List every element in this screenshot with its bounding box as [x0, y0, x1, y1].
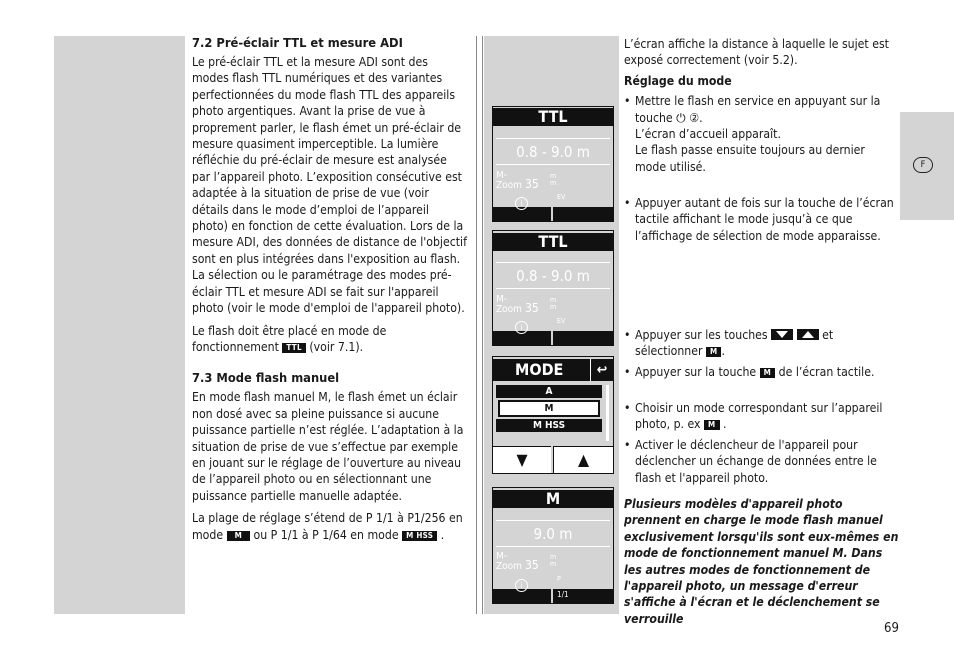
zoom-unit: mm	[550, 172, 557, 187]
zoom-prefix: M-	[496, 551, 508, 562]
tab-divider	[551, 575, 553, 603]
left-text-column	[192, 36, 467, 549]
ev-tab[interactable]: EV	[557, 193, 566, 201]
zoom-prefix: M-	[496, 170, 508, 181]
zoom-unit: mm	[550, 553, 557, 568]
separator	[496, 288, 610, 289]
scroll-up-button[interactable]: ▲	[553, 446, 613, 473]
paragraph-ttl-adi: Le pré-éclair TTL et la mesure ADI sont des modes flash TTL numériques et des variantes perfectionnées du mode flash TTL des appareils photo argentiques. Avant la prise de vue à proprement parler, le flash émet un pré-éclair de mesure quasiment imperceptible. La lumière réfléchie du pré-éclair de mesure est analysée par l’appareil photo. L’exposition consécutive est adaptée à la situation de prise de vue (voir détails dans le mode d’emploi de l’appareil photo) en fonction de cette évaluation. Lors de la mesure ADI, des données de distance de l'objectif sont en plus intégrées dans l'exposition au flash. La sélection ou le paramétrage des modes pré-éclair TTL et mesure ADI se fait sur l'appareil photo (voir le mode d'emploi de l'appareil photo).	[192, 55, 467, 316]
zoom-label: Zoom	[496, 304, 522, 315]
text: Mettre le flash en service en appuyant sur la touche	[635, 94, 881, 125]
intro-text: L’écran affiche la distance à laquelle le sujet est exposé correctement (voir 5.2).	[624, 37, 889, 68]
section-heading-7-2: 7.2 Pré-éclair TTL et mesure ADI	[192, 36, 403, 51]
reference-number: ②.	[689, 110, 703, 125]
separator	[496, 546, 610, 547]
zoom-label: Zoom	[496, 561, 522, 572]
text: ou P 1/1 à P 1/64 en mode	[253, 527, 399, 542]
bullet-choose-camera-mode	[624, 400, 899, 433]
mode-title: MODE	[515, 360, 564, 379]
ev-tab[interactable]: EV	[557, 317, 566, 325]
separator	[496, 520, 610, 521]
text: .	[722, 417, 727, 432]
zoom-label: Zoom	[496, 180, 522, 191]
power-level-label[interactable]: P	[557, 575, 561, 583]
manual-mode-note: Plusieurs modèles d'appareil photo prennent en charge le mode flash manuel exclusivement lorsqu'ils sont eux-mêmes en mode de fonctionnement manuel M. Dans les autres modes de fonctionnement de l'appareil photo, un message d'erreur s'affiche à l'écran et le déclenchement se verrouille	[624, 497, 899, 626]
right-intro	[624, 36, 899, 175]
separator	[496, 262, 610, 263]
zoom-value: 35	[525, 177, 539, 191]
m-badge-icon: M	[706, 347, 721, 357]
bullet-select-block	[624, 327, 899, 380]
text: Le flash doit être placé en mode de fonctionnement	[192, 323, 387, 354]
language-tab-f: F	[913, 157, 933, 173]
back-icon[interactable]: ↩	[590, 359, 613, 381]
text: Choisir un mode correspondant sur l’appareil photo, p. ex	[635, 401, 883, 432]
subheading-mode: Réglage du mode	[624, 73, 732, 88]
screen-footer	[493, 193, 613, 221]
m-badge-icon: M	[227, 531, 250, 541]
up-arrow-button-icon	[797, 329, 819, 340]
zoom-value: 35	[525, 301, 539, 315]
zoom-value: 35	[525, 558, 539, 572]
text: L’écran d’accueil apparaît.	[635, 127, 781, 142]
section-heading-7-3: 7.3 Mode flash manuel	[192, 371, 340, 387]
m-hss-badge-icon: M HSS	[402, 531, 437, 541]
screen-title: TTL	[493, 108, 613, 126]
bullet-press-m	[624, 364, 899, 380]
text: (voir 7.1).	[309, 339, 364, 354]
text: .	[721, 344, 725, 359]
text: Le flash passe ensuite toujours au dernier mode utilisé.	[635, 143, 865, 174]
power-icon: ⏻	[676, 110, 686, 125]
bullet-camera-block	[624, 400, 899, 627]
scroll-down-button[interactable]: ▼	[493, 446, 551, 473]
bullet-activate-shutter: • Activer le déclencheur de l'appareil pour déclencher un échange de données entre le flash et l'appareil photo.	[624, 437, 899, 486]
zoom-unit: mm	[550, 296, 557, 311]
bullet-power-on	[624, 93, 899, 175]
bullet-select-m	[624, 327, 899, 360]
text: de l’écran tactile.	[778, 364, 875, 379]
tab-divider	[551, 317, 553, 345]
flash-screen-mode-select	[492, 356, 614, 474]
text: Appuyer sur les touches	[635, 328, 768, 342]
screen-footer	[493, 575, 613, 603]
mode-item-a[interactable]: A	[496, 385, 602, 398]
down-arrow-button-icon	[771, 329, 793, 340]
ttl-badge-icon: TTL	[282, 343, 306, 353]
flash-screen-ttl-1	[492, 106, 614, 222]
scrollbar[interactable]	[606, 385, 609, 441]
info-icon[interactable]: i	[515, 579, 528, 592]
info-icon[interactable]: i	[515, 321, 528, 334]
distance-range: 0.8 - 9.0 m	[516, 143, 590, 161]
page-number: 69	[884, 621, 899, 636]
m-badge-icon: M	[760, 368, 775, 378]
distance-value: 9.0 m	[533, 525, 573, 543]
screen-title	[493, 359, 613, 381]
bullet-press-mode: • Appuyer autant de fois sur la touche de l’écran tactile affichant le mode jusqu’à ce que l’affichage de sélection de mode apparaisse.	[624, 195, 899, 244]
m-badge-icon: M	[704, 420, 719, 430]
text: .	[440, 527, 445, 542]
distance-range: 0.8 - 9.0 m	[516, 267, 590, 285]
text: La plage de réglage s’étend de P 1/1 à P1/256 en mode	[192, 511, 463, 542]
info-icon[interactable]: i	[515, 197, 528, 210]
mode-list	[496, 385, 602, 432]
flash-screen-ttl-2	[492, 230, 614, 346]
column-divider-2	[482, 36, 483, 614]
separator	[496, 164, 610, 165]
mode-item-m-hss[interactable]: M HSS	[496, 419, 602, 432]
paragraph-manual-mode: En mode flash manuel M, le flash émet un éclair non dosé avec sa pleine puissance si aucune puissance partielle n’est réglée. L’adaptation à la situation de prise de vue s’effectue par exemple en jouant sur le réglage de l’ouverture au niveau de l’appareil photo ou en sélectionnant une puissance partielle manuelle adaptée.	[192, 390, 464, 503]
text: et sélectionner	[635, 328, 834, 359]
text: Appuyer sur la touche	[635, 364, 757, 379]
mode-item-m[interactable]: M	[498, 400, 600, 417]
left-margin-panel	[54, 36, 185, 614]
screen-title: M	[493, 490, 613, 508]
bullet-mode-touch-block	[624, 195, 899, 244]
screen-footer	[493, 317, 613, 345]
zoom-prefix: M-	[496, 294, 508, 305]
power-level-value[interactable]: 1/1	[557, 590, 569, 599]
column-divider-1	[476, 36, 477, 614]
screen-title: TTL	[493, 233, 613, 251]
flash-screen-manual	[492, 487, 614, 604]
paragraph-ttl-mode	[192, 323, 467, 356]
paragraph-range	[192, 510, 467, 543]
separator	[496, 138, 610, 139]
tab-divider	[551, 193, 553, 221]
